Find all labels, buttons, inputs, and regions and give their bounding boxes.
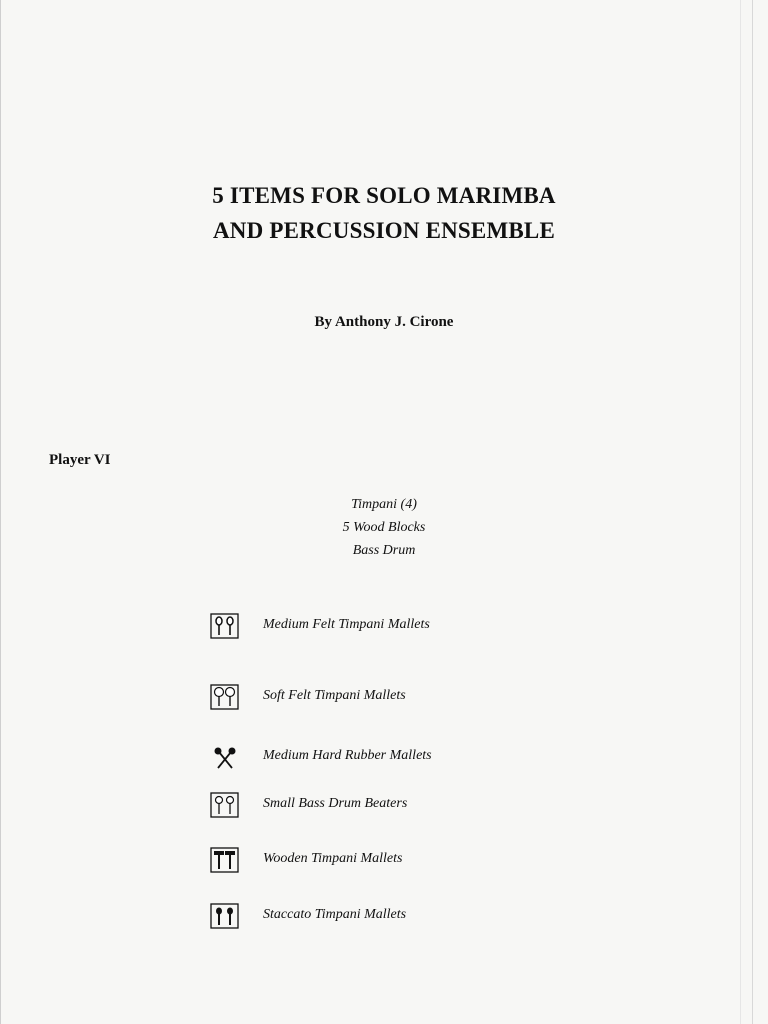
mallet-row-wooden [210,847,630,873]
mallet-label: Small Bass Drum Beaters [263,796,408,811]
wooden-timpani-mallets-icon [210,847,240,873]
medium-hard-rubber-mallets-icon [210,744,240,770]
mallet-label: Medium Felt Timpani Mallets [263,617,430,632]
small-bass-drum-beaters-icon [210,792,240,818]
player-heading: Player VI [49,452,111,468]
title-line-1: 5 ITEMS FOR SOLO MARIMBA [212,183,556,208]
instrument-list [0,493,768,562]
instrument-item: 5 Wood Blocks [342,520,426,535]
instrument-item: Timpani (4) [351,497,417,512]
mallet-row-staccato [210,903,630,929]
mallet-row-soft-felt [210,684,630,710]
mallet-row-medium-felt [210,613,630,639]
mallet-label: Wooden Timpani Mallets [263,851,403,866]
author-credit: By Anthony J. Cirone [314,314,454,330]
mallet-row-medium-hard-rubber [210,744,630,770]
mallet-label: Soft Felt Timpani Mallets [263,688,406,703]
title-line-2: AND PERCUSSION ENSEMBLE [213,218,555,243]
instrument-item: Bass Drum [352,543,416,558]
soft-felt-timpani-mallets-icon [210,684,240,710]
medium-felt-timpani-mallets-icon [210,613,240,639]
mallet-row-small-bass-drum [210,792,630,818]
mallet-label: Staccato Timpani Mallets [263,907,407,922]
staccato-timpani-mallets-icon [210,903,240,929]
mallet-label: Medium Hard Rubber Mallets [263,748,432,763]
